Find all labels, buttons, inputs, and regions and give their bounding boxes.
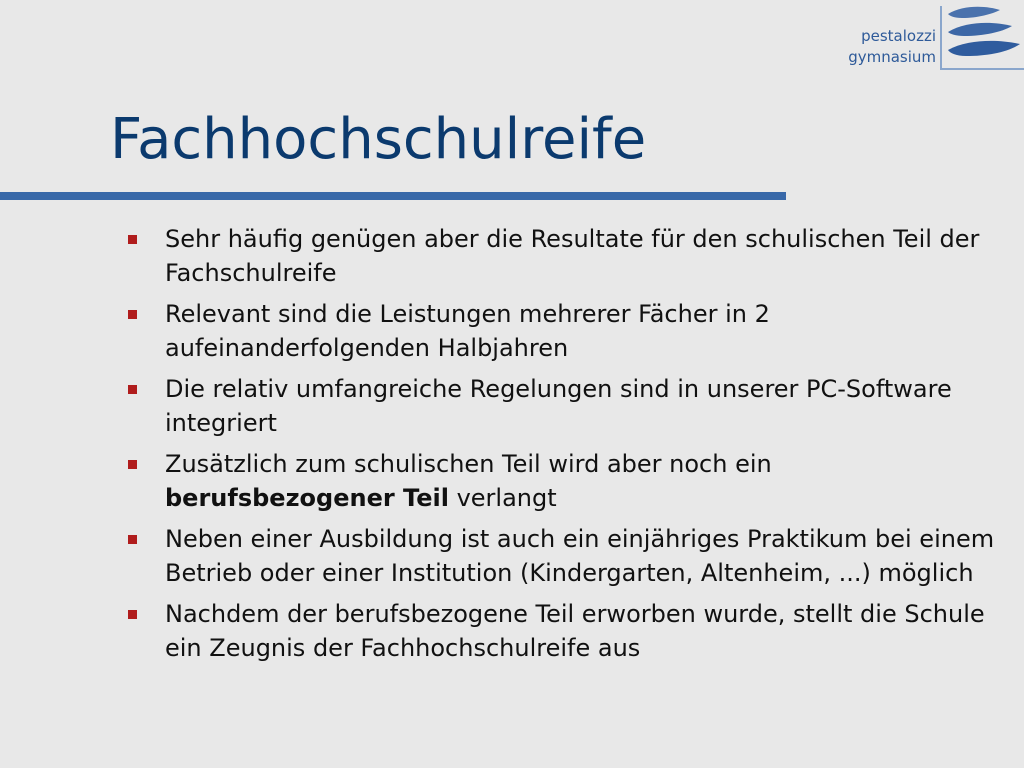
title-underline: [0, 192, 786, 200]
bullet-text-after: verlangt: [448, 484, 557, 512]
square-bullet-icon: [128, 385, 137, 394]
pestalozzi-wave-logo-icon: [944, 2, 1022, 68]
logo-text: [826, 26, 936, 68]
square-bullet-icon: [128, 610, 137, 619]
slide-title: Fachhochschulreife: [110, 107, 647, 172]
bullet-text: Neben einer Ausbildung ist auch ein einjähriges Praktikum bei einem Betrieb oder einer Institution (Kindergarten, Altenheim, ...) möglich: [165, 525, 995, 587]
bullet-text: Die relativ umfangreiche Regelungen sind in unserer PC-Software integriert: [165, 375, 952, 437]
square-bullet-icon: [128, 535, 137, 544]
logo-line-1: pestalozzi: [861, 27, 936, 45]
bullet-item: [124, 372, 1008, 440]
bullet-text-before: Zusätzlich zum schulischen Teil wird aber noch ein: [165, 450, 772, 478]
square-bullet-icon: [128, 235, 137, 244]
bullet-item: [124, 447, 1008, 515]
logo-base-rule: [940, 68, 1024, 70]
school-logo: [826, 0, 1024, 78]
bullet-item: [124, 597, 1008, 665]
logo-line-2: gymnasium: [848, 48, 936, 66]
bullet-text: Relevant sind die Leistungen mehrerer Fächer in 2 aufeinanderfolgenden Halbjahren: [165, 300, 770, 362]
square-bullet-icon: [128, 460, 137, 469]
bullet-item: [124, 222, 1008, 290]
bullet-item: [124, 297, 1008, 365]
bullet-text-emphasis: berufsbezogener Teil: [165, 484, 449, 512]
logo-vertical-rule: [940, 6, 942, 70]
square-bullet-icon: [128, 310, 137, 319]
bullet-text: Sehr häufig genügen aber die Resultate für den schulischen Teil der Fachschulreife: [165, 225, 980, 287]
bullet-item: [124, 522, 1008, 590]
bullet-list: [124, 222, 1008, 672]
bullet-text: Nachdem der berufsbezogene Teil erworben wurde, stellt die Schule ein Zeugnis der Fachhochschulreife aus: [165, 600, 985, 662]
